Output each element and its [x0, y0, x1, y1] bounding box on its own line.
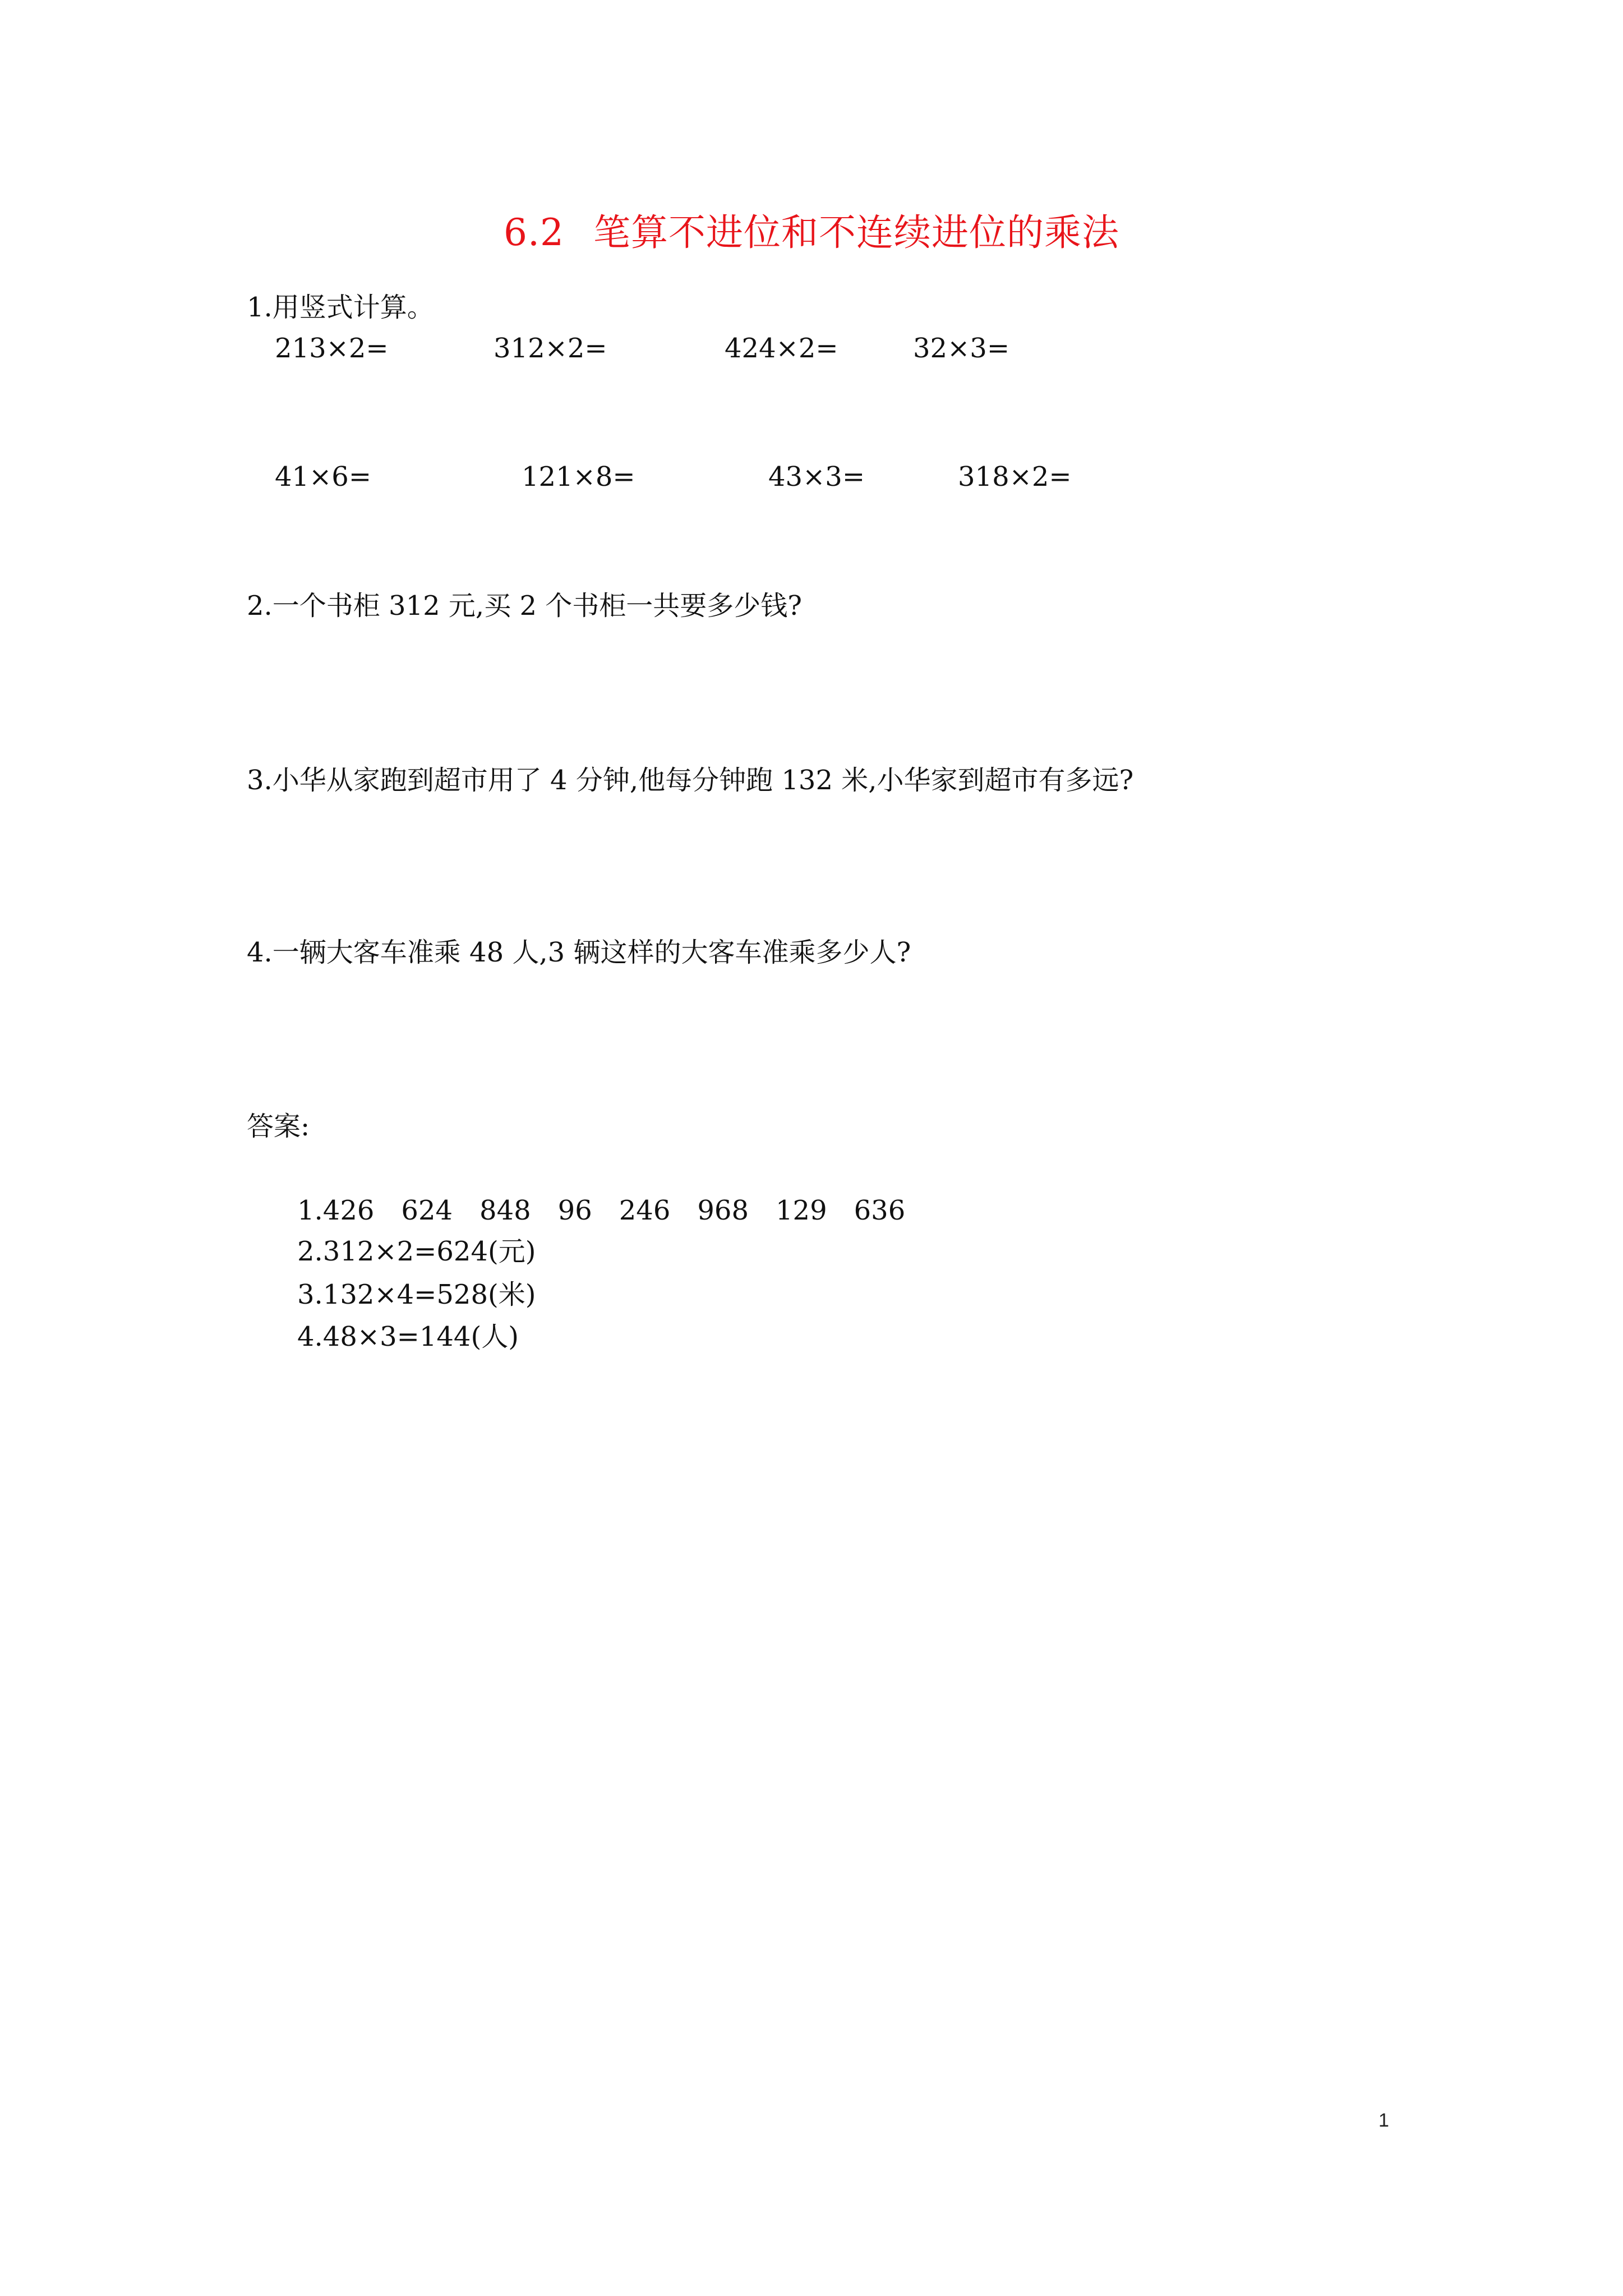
question-1-label: 1.用竖式计算。 — [247, 292, 434, 323]
question-2: 2.一个书柜 312 元,买 2 个书柜一共要多少钱? — [247, 590, 802, 622]
expression-1-3: 424×2= — [725, 333, 838, 364]
expression-2-2: 121×8= — [522, 461, 635, 493]
expression-2-4: 318×2= — [958, 461, 1072, 493]
page-title — [0, 208, 1623, 258]
page-number: 1 — [1378, 2110, 1389, 2131]
question-4: 4.一辆大客车准乘 48 人,3 辆这样的大客车准乘多少人? — [247, 937, 911, 968]
answer-1-value: 246 — [619, 1195, 671, 1226]
answer-4: 4.48×3=144(人) — [297, 1321, 519, 1352]
answer-1 — [297, 1192, 932, 1229]
answer-1-value: 624 — [401, 1195, 453, 1226]
title-text: 笔算不进位和不连续进位的乘法 — [593, 211, 1119, 254]
answer-3: 3.132×4=528(米) — [297, 1279, 536, 1310]
expression-1-4: 32×3= — [913, 333, 1010, 364]
title-number: 6.2 — [504, 211, 564, 254]
expression-1-2: 312×2= — [494, 333, 607, 364]
answer-1-value: 129 — [776, 1195, 827, 1226]
expression-2-1: 41×6= — [275, 461, 372, 493]
answer-2: 2.312×2=624(元) — [297, 1236, 536, 1267]
answer-1-prefix: 1.426 — [297, 1195, 375, 1226]
answer-1-value: 848 — [479, 1195, 531, 1226]
answers-heading: 答案: — [247, 1111, 310, 1142]
answer-1-value: 636 — [854, 1195, 906, 1226]
expression-2-3: 43×3= — [768, 461, 865, 493]
question-3: 3.小华从家跑到超市用了 4 分钟,他每分钟跑 132 米,小华家到超市有多远? — [247, 765, 1134, 796]
answer-1-value: 96 — [557, 1195, 592, 1226]
expression-1-1: 213×2= — [275, 333, 389, 364]
answer-1-value: 968 — [697, 1195, 749, 1226]
